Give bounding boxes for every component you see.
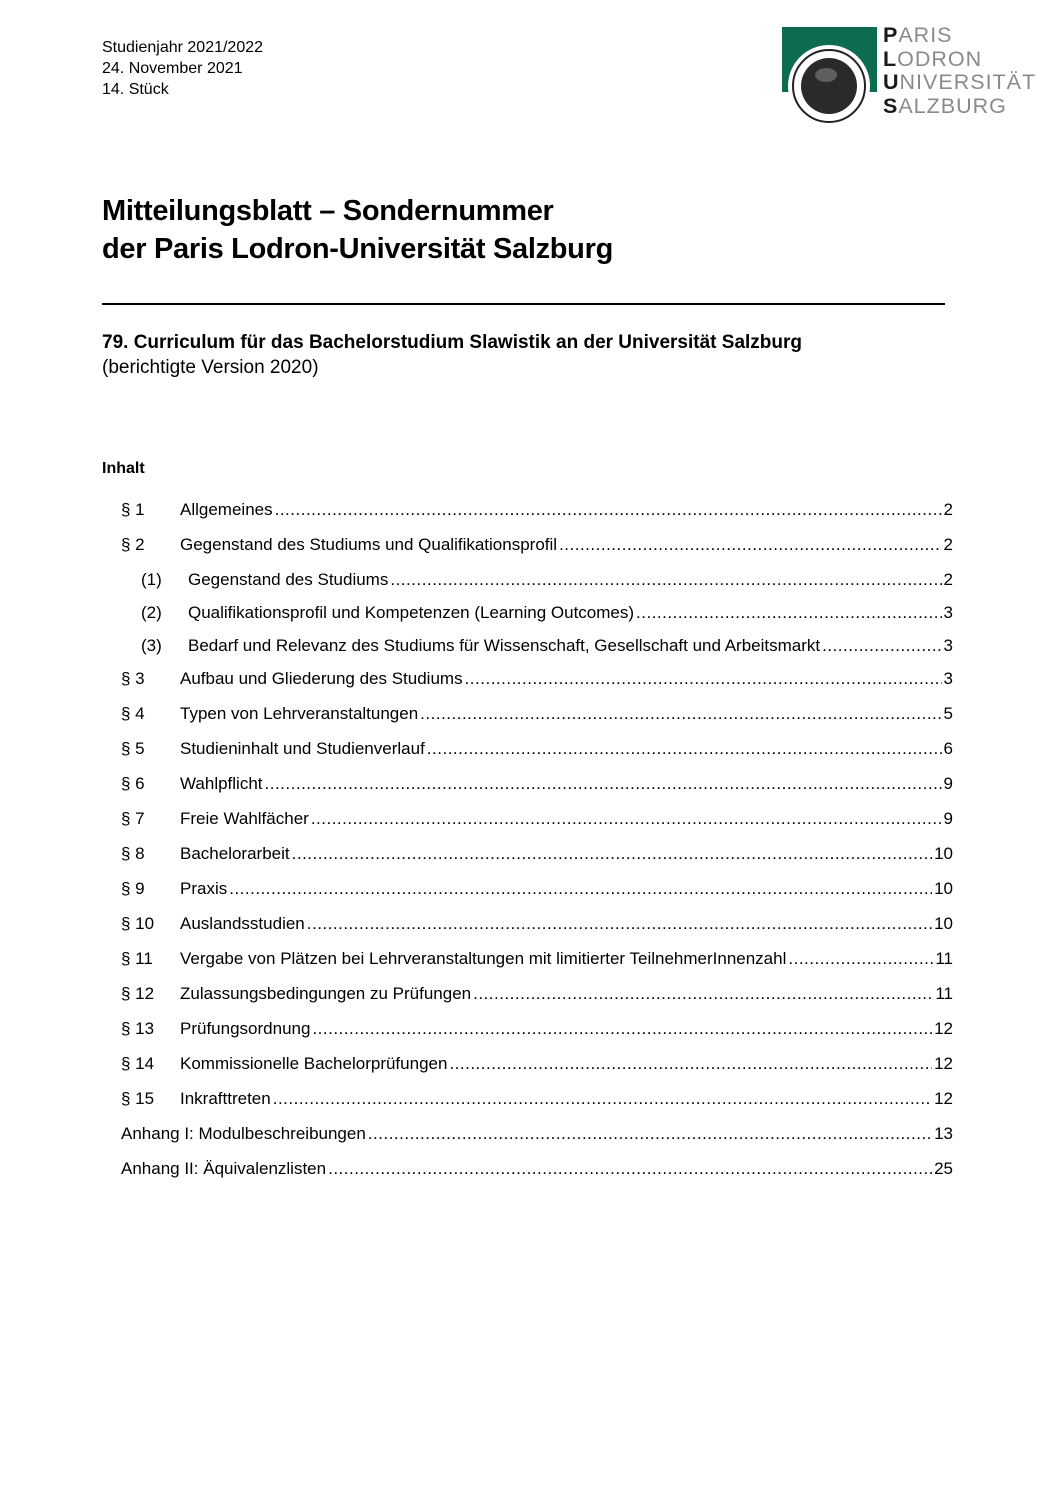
toc-dot-leader — [265, 774, 942, 794]
toc-entry[interactable] — [121, 1054, 953, 1089]
toc-entry-page: 10 — [934, 914, 953, 933]
toc-entry[interactable] — [121, 535, 953, 570]
toc-entry-number: § 6 — [121, 774, 145, 793]
toc-entry-number: § 8 — [121, 844, 145, 863]
toc-dot-leader — [311, 809, 942, 829]
toc-dot-leader — [292, 844, 932, 864]
academic-year: Studienjahr 2021/2022 — [102, 39, 264, 56]
toc-entry-page: 12 — [934, 1089, 953, 1108]
toc-entry-label: Bedarf und Relevanz des Studiums für Wissenschaft, Gesellschaft und Arbeitsmarkt — [188, 636, 821, 655]
toc-entry-page: 9 — [943, 774, 953, 793]
toc-entry[interactable] — [121, 739, 953, 774]
toc-entry-number: § 4 — [121, 704, 145, 723]
toc-entry-number: § 12 — [121, 984, 155, 1003]
logo-line: UNIVERSITÄT — [883, 70, 1037, 94]
toc-entry-page: 12 — [934, 1054, 953, 1073]
toc-entry-label: Wahlpflicht — [180, 774, 263, 793]
toc-dot-leader — [307, 914, 932, 934]
toc-entry[interactable] — [121, 636, 953, 669]
toc-dot-leader — [229, 879, 932, 899]
toc-dot-leader — [312, 1019, 932, 1039]
toc-entry-page: 2 — [943, 500, 953, 519]
toc-entry[interactable] — [121, 879, 953, 914]
issue-number: 14. Stück — [102, 81, 169, 98]
toc-entry-label: Inkrafttreten — [180, 1089, 271, 1108]
toc-dot-leader — [788, 949, 933, 969]
toc-entry-label: Qualifikationsprofil und Kompetenzen (Learning Outcomes) — [188, 603, 635, 622]
toc-entry[interactable] — [121, 1089, 953, 1124]
title-line-2: der Paris Lodron-Universität Salzburg — [102, 233, 613, 265]
toc-dot-leader — [328, 1159, 932, 1179]
toc-entry-label: Freie Wahlfächer — [180, 809, 309, 828]
toc-entry-page: 6 — [943, 739, 953, 758]
toc-entry-number: § 7 — [121, 809, 145, 828]
toc-entry-label: Prüfungsordnung — [180, 1019, 311, 1038]
toc-entry-label: Anhang II: Äquivalenzlisten — [121, 1159, 327, 1178]
toc-entry-label: Vergabe von Plätzen bei Lehrveranstaltungen mit limitierter TeilnehmerInnenzahl — [180, 949, 787, 968]
toc-entry-label: Typen von Lehrveranstaltungen — [180, 704, 419, 723]
toc-entry[interactable] — [121, 1159, 953, 1194]
toc-entry-label: Anhang I: Modulbeschreibungen — [121, 1124, 366, 1143]
toc-entry[interactable] — [121, 669, 953, 704]
toc-entry-page: 3 — [943, 636, 953, 655]
toc-entry-number: § 13 — [121, 1019, 155, 1038]
toc-entry-number: § 2 — [121, 535, 145, 554]
toc-entry-label: Bachelorarbeit — [180, 844, 290, 863]
toc-entry-number: § 5 — [121, 739, 145, 758]
toc-entry[interactable] — [121, 809, 953, 844]
toc-entry-number: (1) — [141, 570, 162, 589]
logo-line: SALZBURG — [883, 93, 1007, 118]
toc-entry-number: § 14 — [121, 1054, 155, 1073]
toc-entry-label: Gegenstand des Studiums und Qualifikationsprofil — [180, 535, 558, 554]
toc-entry-label: Zulassungsbedingungen zu Prüfungen — [180, 984, 472, 1003]
toc-entry-page: 12 — [934, 1019, 953, 1038]
toc-entry-label: Gegenstand des Studiums — [188, 570, 389, 589]
toc-entry-number: (3) — [141, 636, 162, 655]
toc-entry-number: § 15 — [121, 1089, 155, 1108]
toc-entry-number: § 3 — [121, 669, 145, 688]
toc-entry[interactable] — [121, 914, 953, 949]
toc-entry-page: 11 — [935, 949, 953, 968]
toc-entry[interactable] — [121, 844, 953, 879]
toc-entry-page: 10 — [934, 844, 953, 863]
toc-entry[interactable] — [121, 704, 953, 739]
toc-dot-leader — [273, 1089, 932, 1109]
toc-entry[interactable] — [121, 1124, 953, 1159]
toc-entry-number: (2) — [141, 603, 162, 622]
toc-entry-number: § 11 — [121, 949, 153, 968]
toc-entry-label: Aufbau und Gliederung des Studiums — [180, 669, 463, 688]
toc-dot-leader — [368, 1124, 932, 1144]
toc-dot-leader — [275, 500, 942, 520]
toc-entry-page: 5 — [943, 704, 953, 723]
toc-entry[interactable] — [121, 949, 953, 984]
toc-dot-leader — [473, 984, 933, 1004]
toc-entry-page: 25 — [934, 1159, 953, 1178]
toc-entry[interactable] — [121, 570, 953, 603]
toc-entry-label: Allgemeines — [180, 500, 273, 519]
toc-dot-leader — [449, 1054, 932, 1074]
lion-emblem — [801, 58, 857, 114]
version-note: (berichtigte Version 2020) — [102, 357, 319, 378]
logo-line: PARIS — [883, 23, 953, 47]
toc-entry-number: § 1 — [121, 500, 145, 519]
toc-dot-leader — [822, 636, 941, 656]
curriculum-heading — [102, 330, 802, 380]
issue-meta — [102, 37, 263, 100]
logo-wordmark — [883, 24, 1036, 118]
toc-entry[interactable] — [121, 984, 953, 1019]
toc-entry-number: § 9 — [121, 879, 145, 898]
university-logo — [780, 23, 1040, 132]
toc-entry-number: § 10 — [121, 914, 155, 933]
table-of-contents — [121, 500, 953, 1194]
toc-entry-page: 13 — [934, 1124, 953, 1143]
toc-entry-page: 2 — [943, 535, 953, 554]
toc-entry-page: 10 — [934, 879, 953, 898]
toc-dot-leader — [559, 535, 941, 555]
toc-dot-leader — [636, 603, 942, 623]
document-title — [102, 192, 613, 268]
toc-dot-leader — [420, 704, 941, 724]
toc-entry-page: 3 — [943, 603, 953, 622]
toc-entry-page: 9 — [943, 809, 953, 828]
toc-dot-leader — [390, 570, 941, 590]
toc-dot-leader — [465, 669, 942, 689]
horizontal-divider — [102, 303, 945, 305]
toc-entry[interactable] — [121, 1019, 953, 1054]
title-line-1: Mitteilungsblatt – Sondernummer — [102, 195, 554, 227]
toc-entry-label: Studieninhalt und Studienverlauf — [180, 739, 425, 758]
toc-entry-label: Kommissionelle Bachelorprüfungen — [180, 1054, 448, 1073]
toc-entry[interactable] — [121, 500, 953, 535]
toc-entry-page: 11 — [935, 984, 953, 1003]
logo-line: LODRON — [883, 46, 983, 71]
toc-entry-page: 3 — [943, 669, 953, 688]
toc-entry[interactable] — [121, 603, 953, 636]
toc-heading: Inhalt — [102, 460, 145, 477]
lion-seal-icon — [792, 49, 866, 123]
toc-entry-label: Auslandsstudien — [180, 914, 305, 933]
curriculum-title: 79. Curriculum für das Bachelorstudium Slawistik an der Universität Salzburg — [102, 332, 803, 353]
toc-entry-page: 2 — [943, 570, 953, 589]
toc-entry-label: Praxis — [180, 879, 228, 898]
toc-entry[interactable] — [121, 774, 953, 809]
toc-dot-leader — [427, 739, 942, 759]
issue-date: 24. November 2021 — [102, 60, 243, 77]
